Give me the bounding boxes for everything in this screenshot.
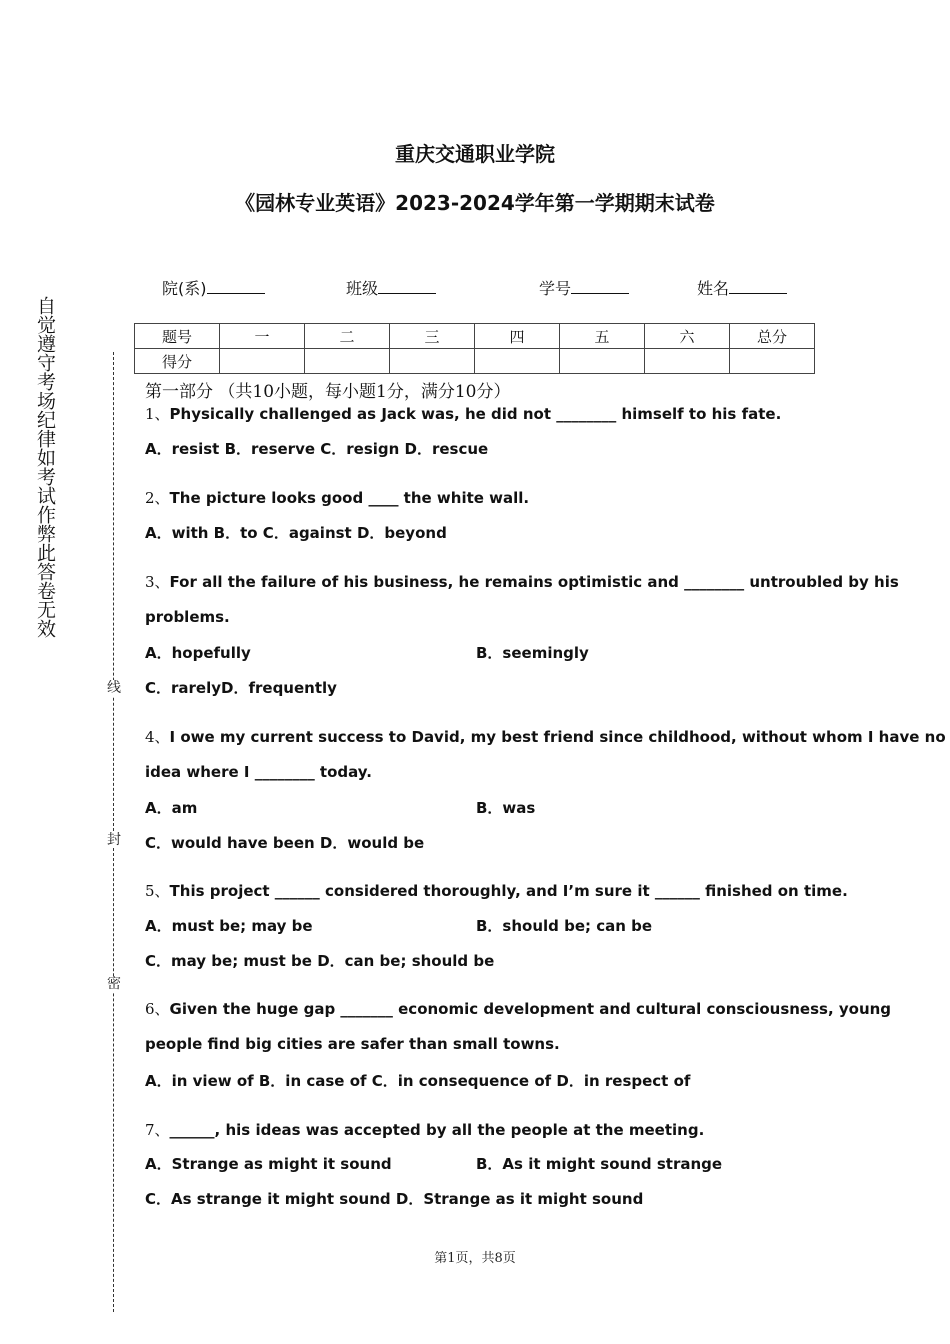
name-blank xyxy=(729,279,787,294)
question-1-options: A．resist B．reserve C．resign D．rescue xyxy=(145,440,489,458)
school-name: 重庆交通职业学院 xyxy=(395,142,555,166)
score-input-cell[interactable] xyxy=(560,349,645,374)
question-text: For all the failure of his business, he remains optimistic and ________ untroubled by his xyxy=(169,573,899,591)
question-3-stem-cont: problems. xyxy=(145,608,230,626)
question-number: 5、 xyxy=(145,882,170,900)
question-text: The picture looks good ____ the white wall. xyxy=(169,489,530,507)
score-input-cell[interactable] xyxy=(475,349,560,374)
question-number: 6、 xyxy=(145,1000,170,1018)
score-cell: 总分 xyxy=(730,324,815,349)
score-cell: 四 xyxy=(475,324,560,349)
question-4-option-cd: C．would have been D．would be xyxy=(145,834,425,852)
question-7-stem xyxy=(145,1119,704,1140)
question-6-stem-cont: people find big cities are safer than small towns. xyxy=(145,1035,560,1053)
dept-field[interactable] xyxy=(162,276,265,299)
question-6-options: A．in view of B．in case of C．in consequence of D．in respect of xyxy=(145,1072,691,1090)
score-cell: 三 xyxy=(390,324,475,349)
question-6-stem xyxy=(145,998,891,1019)
score-input-cell[interactable] xyxy=(730,349,815,374)
question-5-stem xyxy=(145,880,848,901)
question-number: 3、 xyxy=(145,573,170,591)
score-table-header-row xyxy=(135,324,815,349)
score-row-label: 得分 xyxy=(135,349,220,374)
question-4-option-a: A．am xyxy=(145,799,198,817)
score-cell: 二 xyxy=(305,324,390,349)
dept-blank xyxy=(207,279,265,294)
question-7-option-a: A．Strange as might it sound xyxy=(145,1155,392,1173)
question-number: 1、 xyxy=(145,405,170,423)
question-text: I owe my current success to David, my best friend since childhood, without whom I have no xyxy=(169,728,946,746)
question-2-options: A．with B．to C．against D．beyond xyxy=(145,524,447,542)
page-number: 第1页，共8页 xyxy=(434,1251,516,1266)
score-input-cell[interactable] xyxy=(220,349,305,374)
score-table-score-row xyxy=(135,349,815,374)
question-7-option-b: B．As it might sound strange xyxy=(476,1155,723,1173)
question-4-stem-cont: idea where I ________ today. xyxy=(145,763,372,781)
score-input-cell[interactable] xyxy=(645,349,730,374)
question-text: Given the huge gap _______ economic development and cultural consciousness, young xyxy=(169,1000,892,1018)
question-number: 2、 xyxy=(145,489,170,507)
question-3-stem xyxy=(145,571,899,592)
question-5-option-b: B．should be; can be xyxy=(476,917,653,935)
cut-line-label-mi: 密 xyxy=(107,976,121,992)
question-5-option-a: A．must be; may be xyxy=(145,917,313,935)
exam-discipline-warning: 自觉遵守考场纪律如考试作弊此答卷无效 xyxy=(34,296,56,638)
class-label: 班级 xyxy=(346,279,379,298)
dept-label: 院(系) xyxy=(162,279,207,298)
score-input-cell[interactable] xyxy=(305,349,390,374)
score-table xyxy=(134,323,815,374)
score-cell: 六 xyxy=(645,324,730,349)
exam-title: 《园林专业英语》2023-2024学年第一学期期末试卷 xyxy=(235,191,715,215)
question-2-stem xyxy=(145,487,529,508)
name-label: 姓名 xyxy=(697,279,730,298)
question-7-option-cd: C．As strange it might sound D．Strange as it might sound xyxy=(145,1190,644,1208)
class-blank xyxy=(378,279,436,294)
student-id-blank xyxy=(571,279,629,294)
score-input-cell[interactable] xyxy=(390,349,475,374)
name-field[interactable] xyxy=(697,276,787,299)
cut-line-label-xian: 线 xyxy=(107,680,121,696)
question-3-option-a: A．hopefully xyxy=(145,644,251,662)
question-number: 7、 xyxy=(145,1121,170,1139)
question-text: ______, his ideas was accepted by all the people at the meeting. xyxy=(169,1121,705,1139)
question-3-option-b: B．seemingly xyxy=(476,644,589,662)
section-heading: 第一部分 （共10小题，每小题1分，满分10分） xyxy=(145,382,511,402)
question-1-stem xyxy=(145,403,781,424)
question-number: 4、 xyxy=(145,728,170,746)
score-cell: 五 xyxy=(560,324,645,349)
question-3-option-cd: C．rarelyD．frequently xyxy=(145,679,337,697)
question-4-stem xyxy=(145,726,946,747)
score-cell: 一 xyxy=(220,324,305,349)
question-text: Physically challenged as Jack was, he did not ________ himself to his fate. xyxy=(169,405,782,423)
student-id-field[interactable] xyxy=(539,276,629,299)
cut-line-label-feng: 封 xyxy=(107,832,121,848)
score-cell: 题号 xyxy=(135,324,220,349)
question-5-option-cd: C．may be; must be D．can be; should be xyxy=(145,952,495,970)
question-text: This project ______ considered thoroughly, and I’m sure it ______ finished on time. xyxy=(169,882,848,900)
student-id-label: 学号 xyxy=(539,279,572,298)
class-field[interactable] xyxy=(346,276,436,299)
question-4-option-b: B．was xyxy=(476,799,536,817)
